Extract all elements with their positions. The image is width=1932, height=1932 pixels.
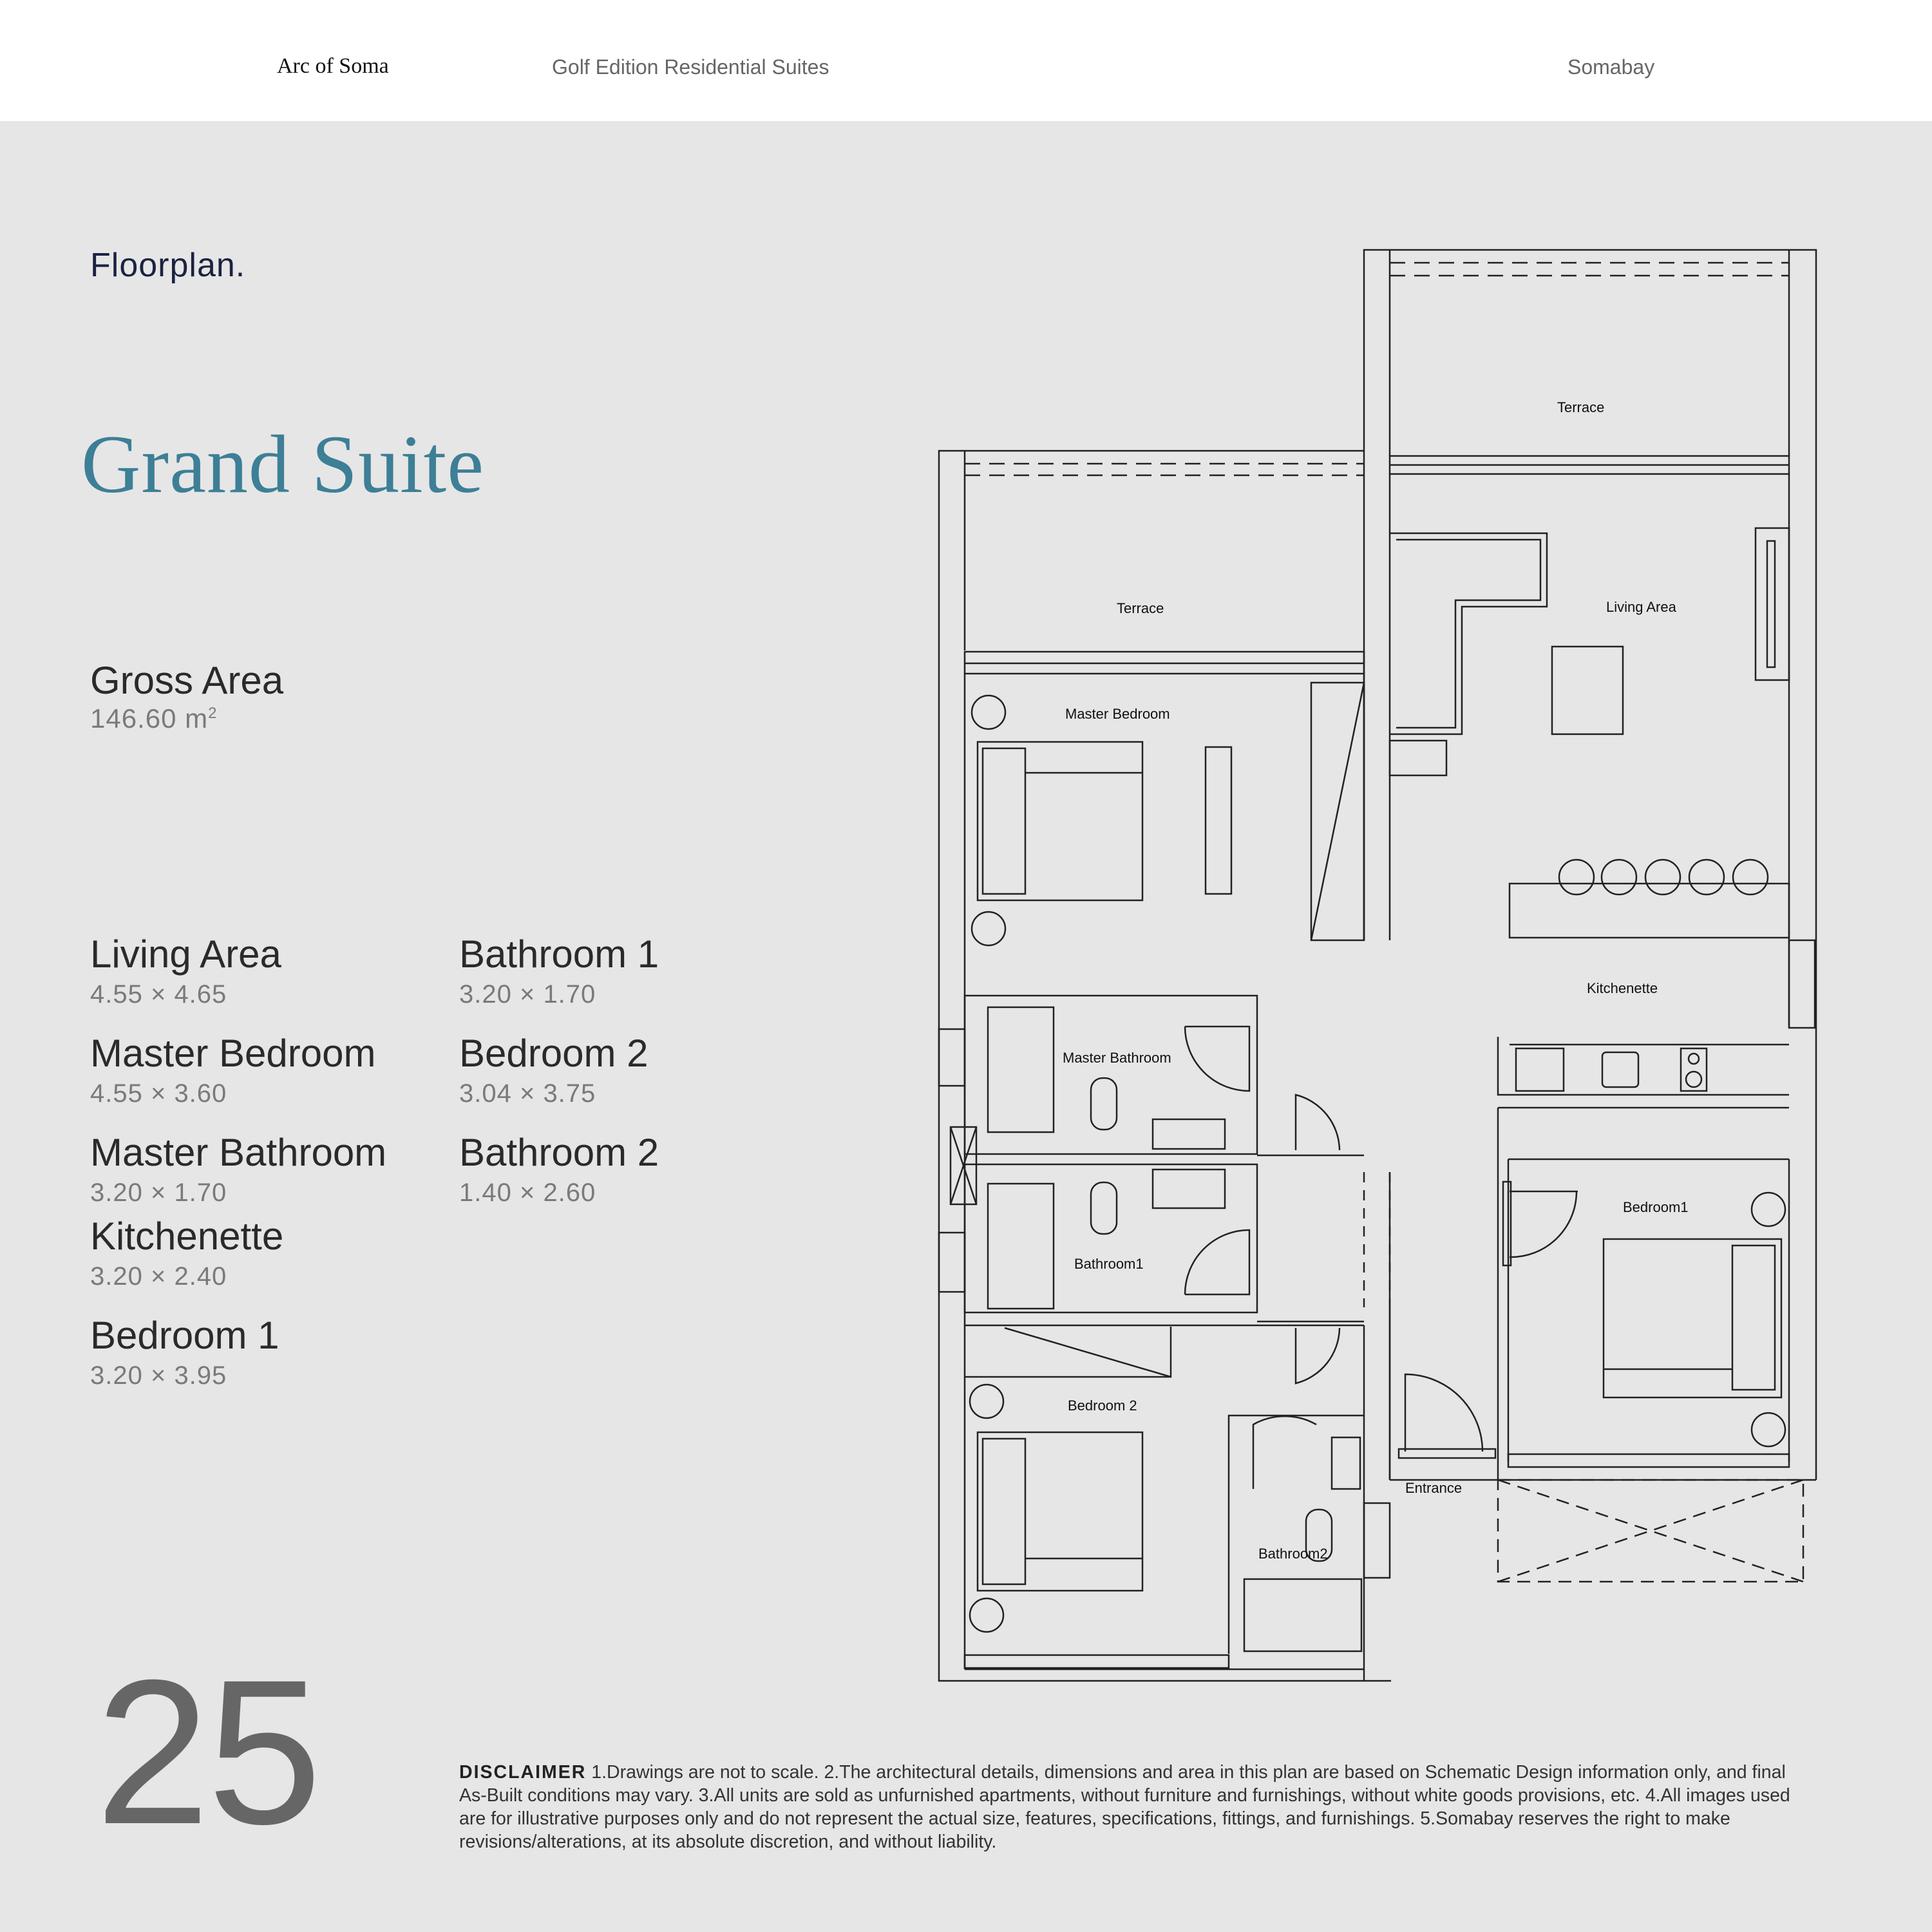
gross-area-label: Gross Area <box>90 659 284 702</box>
edition-title: Golf Edition Residential Suites <box>552 55 829 79</box>
room-name: Bedroom 2 <box>459 1032 649 1075</box>
sink-icon <box>1332 1437 1360 1489</box>
room-name: Master Bathroom <box>90 1131 387 1174</box>
plan-label-kitchenette: Kitchenette <box>1587 980 1658 996</box>
bed-icon <box>978 1432 1142 1591</box>
sink-icon <box>1516 1048 1564 1091</box>
room-dimensions: 3.20 × 2.40 <box>90 1262 227 1291</box>
plan-label-terrace-left: Terrace <box>1117 600 1164 616</box>
window-icon <box>939 1029 965 1086</box>
bed-icon <box>1604 1239 1781 1397</box>
plan-label-entrance: Entrance <box>1405 1480 1463 1496</box>
toilet-icon <box>1091 1182 1117 1234</box>
section-label: Floorplan. <box>90 247 246 284</box>
bed-icon <box>978 742 1142 900</box>
shower-icon <box>988 1184 1054 1309</box>
room-dimensions: 3.20 × 1.70 <box>90 1179 227 1207</box>
nightstand-lamp-icon <box>970 1385 1003 1418</box>
room-name: Bathroom 1 <box>459 933 659 976</box>
nightstand-lamp-icon <box>972 696 1005 729</box>
nightstand-lamp-icon <box>1752 1193 1785 1226</box>
page-number: 25 <box>95 1636 319 1867</box>
wardrobe-icon <box>1206 747 1231 894</box>
door-icon <box>1296 1095 1340 1150</box>
door-icon <box>1296 1328 1340 1383</box>
room-dimensions: 3.20 × 1.70 <box>459 980 596 1009</box>
bar-stool-icon <box>1733 860 1768 895</box>
window-icon <box>1364 1503 1390 1578</box>
bar-stool-icon <box>1689 860 1724 895</box>
plan-label-master-bedroom: Master Bedroom <box>1065 706 1170 722</box>
nightstand-lamp-icon <box>972 912 1005 945</box>
right-wing-outline <box>1364 250 1816 1480</box>
disclaimer <box>459 1761 1805 1853</box>
room-name: Bathroom 2 <box>459 1131 659 1174</box>
window-icon <box>965 1655 1229 1668</box>
room-dimensions: 3.04 × 3.75 <box>459 1079 596 1108</box>
toilet-icon <box>1091 1078 1117 1130</box>
bar-stool-icon <box>1645 860 1680 895</box>
sink-icon <box>1602 1052 1638 1087</box>
bar-stool-icon <box>1602 860 1636 895</box>
bar-stool-icon <box>1559 860 1594 895</box>
room-dimensions: 4.55 × 3.60 <box>90 1079 227 1108</box>
nightstand-lamp-icon <box>1752 1413 1785 1446</box>
left-wing-outline <box>939 451 1391 1681</box>
brand-name: Arc of Soma <box>277 54 389 78</box>
plan-label-bedroom2: Bedroom 2 <box>1068 1397 1137 1414</box>
suite-title: Grand Suite <box>81 419 484 510</box>
plan-label-bathroom2: Bathroom2 <box>1258 1546 1328 1562</box>
plan-label-master-bathroom: Master Bathroom <box>1063 1050 1171 1066</box>
entrance-door <box>1405 1374 1482 1452</box>
sofa-icon <box>1390 533 1547 734</box>
nightstand-lamp-icon <box>970 1598 1003 1632</box>
location-name: Somabay <box>1567 55 1655 79</box>
room-name: Kitchenette <box>90 1215 284 1258</box>
hob-icon <box>1681 1048 1707 1091</box>
bathtub-icon <box>988 1007 1054 1132</box>
room-name: Living Area <box>90 933 281 976</box>
bathroom2-area <box>1229 1416 1364 1654</box>
plan-label-terrace-right: Terrace <box>1557 399 1605 415</box>
room-name: Master Bedroom <box>90 1032 376 1075</box>
area-unit-superscript: 2 <box>208 705 218 722</box>
gross-area-value: 146.60 $m^2$ <box>90 703 218 734</box>
plan-label-bedroom1: Bedroom1 <box>1623 1199 1689 1215</box>
room-dimensions: 3.20 × 3.95 <box>90 1361 227 1390</box>
tv-unit-icon <box>1756 528 1789 680</box>
sink-icon <box>1153 1170 1225 1208</box>
room-dimensions: 1.40 × 2.60 <box>459 1179 596 1207</box>
room-name: Bedroom 1 <box>90 1314 279 1357</box>
window-icon <box>939 1233 965 1292</box>
disclaimer-text: 1.Drawings are not to scale. 2.The architectural details, dimensions and area in this plan are based on Schematic Design information only, and final As-Built conditions may vary. 3.All units are sold as unfurnished apartments, without furniture and furnishings, without white goods provisions, etc. 4.All images used are for illustrative purposes only and do not represent the actual size, features, specifications, fittings, and furnishings. 5.Somabay reserves the right to make revisions/alterations, at its absolute discretion, and without liability. <box>459 1762 1790 1852</box>
master-bathroom-area <box>965 996 1257 1154</box>
sink-icon <box>1153 1119 1225 1149</box>
shower-icon <box>1244 1579 1361 1651</box>
disclaimer-label: DISCLAIMER <box>459 1762 587 1783</box>
room-dimensions: 4.55 × 4.65 <box>90 980 227 1009</box>
coffee-table-icon <box>1552 647 1623 734</box>
kitchen-counter <box>1510 884 1789 938</box>
bathroom1-area <box>965 1164 1257 1312</box>
plan-label-living-area: Living Area <box>1606 599 1676 615</box>
plan-label-bathroom1: Bathroom1 <box>1074 1256 1144 1272</box>
